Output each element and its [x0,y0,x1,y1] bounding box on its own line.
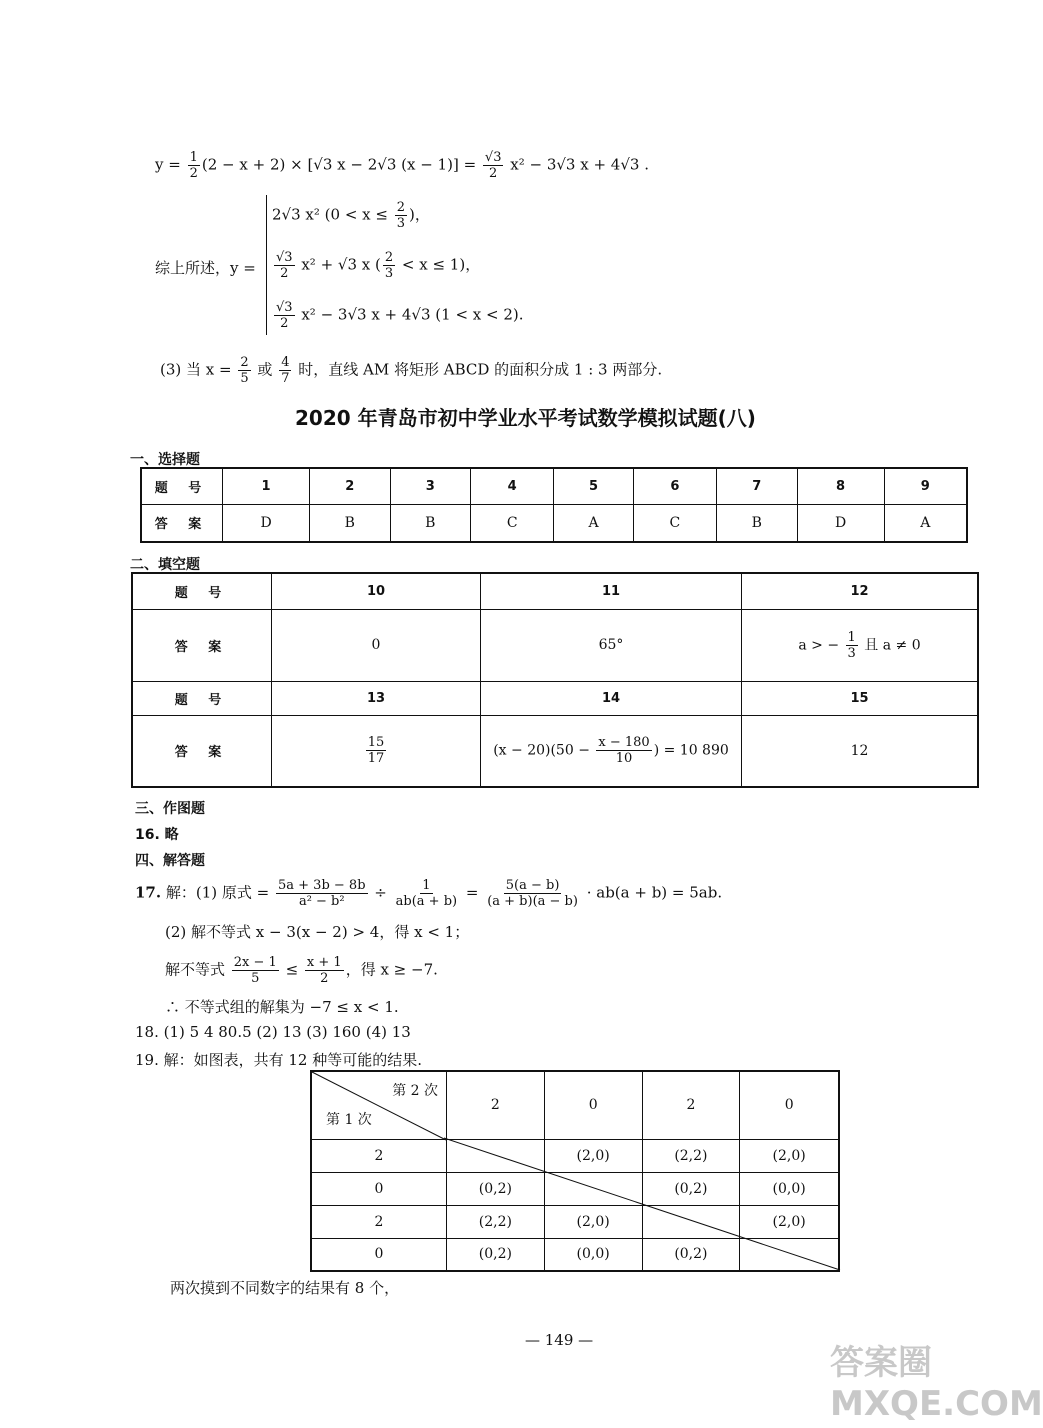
header-question-no: 题 号 [132,681,272,715]
fill-answer-table [131,572,979,788]
piecewise-case-1: 2√3 x² (0 < x ≤ $\frac{2}{3}$ )， [272,200,430,231]
answer-cell: A [554,504,633,542]
header-question-no: 题 号 [141,468,223,504]
outcome-cell: (2,0) [740,1139,839,1172]
qnum: 9 [884,468,967,504]
qnum: 13 [272,681,481,715]
answer-cell: C [470,504,553,542]
watermark-logo: 答案圈 MXQE.COM [830,1343,1043,1424]
q17-part1: 17. 解：(1) 原式 = $\frac{5a + 3b - 8b}{\text{a² − b²}}$ ÷ $\frac{1}{ab(a + b)}$ = $\frac{5(a - b)}{(a + b)(a - b)}$ · ab(a + b) = 5ab. [135,878,723,909]
page-number: — 149 — [525,1331,594,1349]
qnum: 2 [310,468,390,504]
col-head: 2 [447,1071,545,1139]
section-drawing-label: 三、作图题 [135,801,205,817]
answer-cell: D [797,504,884,542]
qnum: 1 [223,468,310,504]
corner-bottom-label: 第 1 次 [326,1111,372,1128]
row-head: 2 [311,1205,447,1238]
answer-cell: B [390,504,470,542]
row-head: 0 [311,1172,447,1205]
table-diagonal-line [444,1138,840,1270]
answer-cell-fraction: $\frac{15}{17}$ [272,715,481,787]
qnum: 8 [797,468,884,504]
row-head: 0 [311,1238,447,1271]
answer-cell: D [223,504,310,542]
piecewise-case-2: $\frac{√3}{2}$ x² + √3 x ( $\frac{2}{3}$ < x ≤ 1)， [276,250,481,281]
answer-cell: 65° [481,609,742,681]
q17-part2b: 解不等式 $\frac{2x - 1}{5}$ ≤ $\frac{x + 1}{2}$ ，得 x ≥ −7. [165,955,438,986]
formula-y-piece3: y = $\frac{1}{2}$ (2 − x + 2) × [√3 x − 2√3 (x − 1)] = $\frac{√3}{2}$ x² − 3√3 x + 4√3 . [155,150,649,181]
qnum: 5 [554,468,633,504]
outcome-cell: (2,0) [544,1139,642,1172]
qnum: 11 [481,573,742,609]
answer-cell: 12 [742,715,979,787]
qnum: 15 [742,681,979,715]
choice-answer-table [140,467,968,543]
q16-answer: 16. 略 [135,827,179,843]
q18-answer: 18. (1) 5 4 80.5 (2) 13 (3) 160 (4) 13 [135,1023,411,1041]
header-question-no: 题 号 [132,573,272,609]
qnum: 14 [481,681,742,715]
answer-cell: 0 [272,609,481,681]
qnum: 4 [470,468,553,504]
outcome-cell: (0,2) [642,1172,740,1205]
answer-cell-fraction: a > − $\frac{1}{3}$ 且 a ≠ 0 [742,609,979,681]
outcome-cell: (0,2) [642,1238,740,1271]
col-head: 2 [642,1071,740,1139]
answer-cell: B [717,504,797,542]
piecewise-case-3: $\frac{√3}{2}$ x² − 3√3 x + 4√3 (1 < x < 2). [276,300,524,331]
answer-cell: B [310,504,390,542]
row-head: 2 [311,1139,447,1172]
outcome-cell: (0,2) [447,1172,545,1205]
qnum: 3 [390,468,470,504]
outcome-cell: (2,2) [447,1205,545,1238]
outcome-cell: (2,2) [642,1139,740,1172]
section-choice-label: 一、选择题 [130,452,200,468]
part3-answer: (3) 当 x = $\frac{2}{5}$ 或 $\frac{4}{7}$ 时，直线 AM 将矩形 ABCD 的面积分成 1 : 3 两部分. [160,355,663,386]
header-answer: 答 案 [141,504,223,542]
header-answer: 答 案 [132,715,272,787]
section-solution-label: 四、解答题 [135,853,205,869]
outcome-cell: (0,0) [544,1238,642,1271]
exam-title: 2020 年青岛市初中学业水平考试数学模拟试题(八) [295,406,756,430]
col-head: 0 [544,1071,642,1139]
qnum: 7 [717,468,797,504]
qnum: 6 [633,468,716,504]
q19-intro: 19. 解：如图表，共有 12 种等可能的结果. [135,1051,423,1069]
corner-cell [311,1071,447,1139]
answer-cell: C [633,504,716,542]
corner-top-label: 第 2 次 [392,1083,438,1099]
outcome-cell: (2,0) [544,1205,642,1238]
header-answer: 答 案 [132,609,272,681]
answer-cell-equation: (x − 20)(50 − $\frac{x - 180}{10}$ ) = 10 890 [481,715,742,787]
section-fill-label: 二、填空题 [130,557,200,573]
outcome-cell: (0,2) [447,1238,545,1271]
outcome-cell: (0,0) [740,1172,839,1205]
q19-conclusion: 两次摸到不同数字的结果有 8 个， [170,1279,400,1297]
qnum: 10 [272,573,481,609]
summary-lead: 综上所述，y = [155,259,256,277]
q17-part2c: ∴ 不等式组的解集为 −7 ≤ x < 1. [165,998,399,1016]
answer-cell: A [884,504,967,542]
piecewise-brace [266,195,267,335]
q17-part2a: (2) 解不等式 x − 3(x − 2) > 4，得 x < 1； [165,923,470,941]
qnum: 12 [742,573,979,609]
outcome-cell: (2,0) [740,1205,839,1238]
col-head: 0 [740,1071,839,1139]
